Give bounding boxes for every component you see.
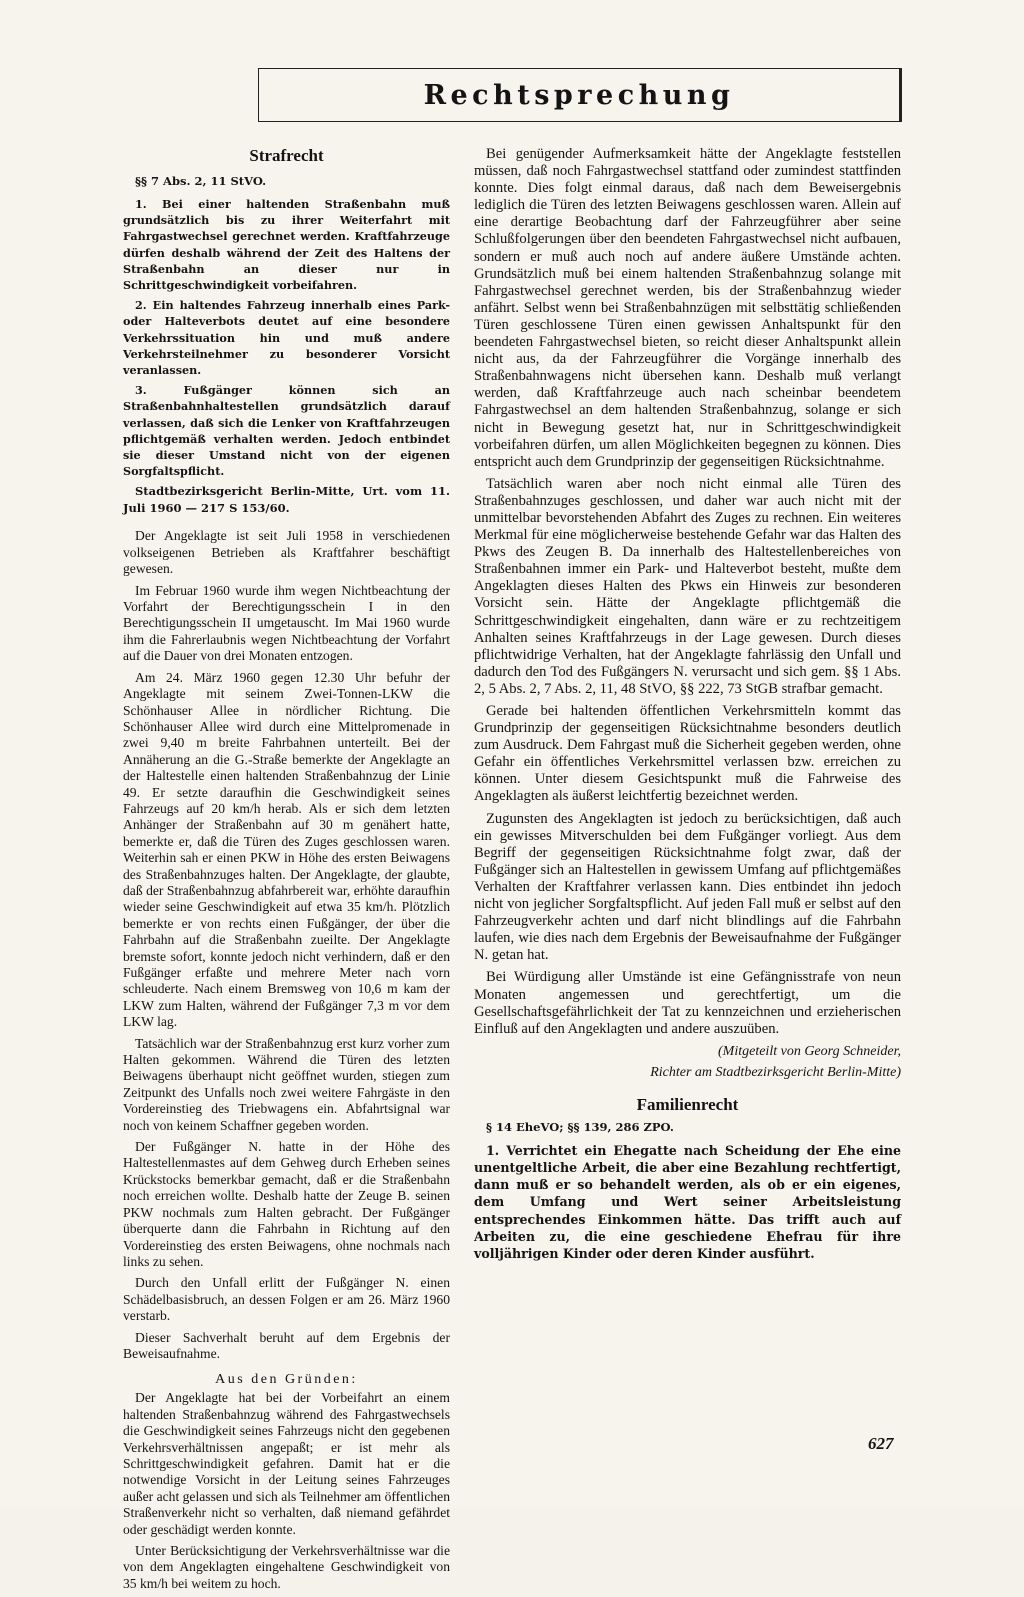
reasons-heading: Aus den Gründen:	[215, 1372, 358, 1388]
court-decision-line: Stadtbezirksgericht Berlin-Mitte, Urt. vom 11. Juli 1960 — 217 S 153/60.	[123, 484, 450, 516]
facts-paragraph: Am 24. März 1960 gegen 12.30 Uhr befuhr der Angeklagte mit seinem Zwei-Tonnen-LKW die Schönhauser Allee in nördlicher Richtung. Die Schönhauser Allee wird durch eine Mittelpromenade in zwei 9,40 m breite Fahrbahnen unterteilt. Bei der Annäherung an die G.-Straße bemerkte der Angeklagte an der Haltestelle einen haltenden Straßenbahnzug der Linie 49. Er setzte daraufhin die Geschwindigkeit seines Fahrzeugs auf 20 km/h herab. Als er sich dem letzten Anhänger der Straßenbahn auf 30 m genähert hatte, bemerkte er, daß die Türen des Zuges geschlossen waren. Weiterhin sah er einen PKW in Höhe des ersten Beiwagens des Straßenbahnzuges halten. Der Angeklagte, der glaubte, daß der Straßenbahnzug abfahrbereit war, erhöhte daraufhin wieder seine Geschwindigkeit auf etwa 35 km/h. Plötzlich bemerkte er von rechts einen Fußgänger, der über die Fahrbahn auf die Straßenbahn zueilte. Der Angeklagte bremste sofort, konnte jedoch nicht verhindern, daß er den Fußgänger erfaßte und mehrere Meter nach vorn schleuderte. Nach einem Bremsweg von 10,6 m kam der LKW zum Halten, während der Fußgänger 7,3 m vor dem LKW lag.	[123, 669, 450, 1030]
page-number: 627	[868, 1434, 894, 1453]
section-header-box	[258, 68, 902, 122]
leitsatz-2: 2. Ein haltendes Fahrzeug innerhalb eines Park- oder Halteverbots deutet auf eine besondere Verkehrssituation hin und muß andere Verkehrsteilnehmer zu besonderer Vorsicht veranlassen.	[123, 298, 450, 378]
right-column	[474, 146, 901, 1266]
facts-paragraph: Im Februar 1960 wurde ihm wegen Nichtbeachtung der Vorfahrt der Berechtigungsschein I in den Berechtigungsschein II umgetauscht. Im Mai 1960 wurde ihm die Fahrerlaubnis wegen Nichtbeachtung der Vorfahrt auf die Dauer von drei Monaten entzogen.	[123, 582, 450, 664]
statute-reference: §§ 7 Abs. 2, 11 StVO.	[135, 174, 267, 188]
leitsatz-familienrecht: 1. Verrichtet ein Ehegatte nach Scheidung der Ehe eine unentgeltliche Arbeit, die aber eine Bezahlung rechtfertigt, dann muß er so behandelt werden, als ob er ein eigenes, dem Umfang und Wert seiner Arbeitsleistung entsprechendes Einkommen hätte. Das trifft auch auf Arbeiten zu, die eine geschiedene Ehefrau für ihre volljährigen Kinder oder deren Kinder ausführt.	[474, 1142, 901, 1261]
facts-paragraph: Der Angeklagte ist seit Juli 1958 in verschiedenen volkseigenen Betrieben als Kraftfahrer beschäftigt gewesen.	[123, 528, 450, 577]
reasons-paragraph: Bei Würdigung aller Umstände ist eine Gefängnisstrafe von neun Monaten angemessen und gerechtfertigt, um die Gesellschaftsgefährlichkeit der Tat zu kennzeichnen und erzieherischen Einfluß auf den Angeklagten und andere auszuüben.	[474, 969, 901, 1037]
facts-paragraph: Durch den Unfall erlitt der Fußgänger N. einen Schädelbasisbruch, an dessen Folgen er am 26. März 1960 verstarb.	[123, 1275, 450, 1324]
facts-paragraph: Dieser Sachverhalt beruht auf dem Ergebnis der Beweisaufnahme.	[123, 1329, 450, 1361]
statute-reference: § 14 EheVO; §§ 139, 286 ZPO.	[486, 1119, 674, 1134]
reasons-paragraph: Zugunsten des Angeklagten ist jedoch zu berücksichtigen, daß auch ein gewisses Mitverschulden bei dem Fußgänger vorliegt. Aus dem Begriff der gegenseitigen Rücksichtnahme folgt zwar, daß der Fußgänger sich an Haltestellen in gewissem Umfang auf pflichtgemäßes Verhalten der Kraftfahrer verlassen kann. Dies entbindet ihn jedoch nicht von jeglicher Sorgfaltspflicht. Auf jeden Fall muß er selbst auf den Fahrzeugverkehr achten und darf nicht blindlings auf die Fahrbahn laufen, wie dies nach dem Ergebnis der Beweisaufnahme der Fußgänger N. getan hat.	[474, 810, 901, 964]
leitsatz-1: 1. Bei einer haltenden Straßenbahn muß grundsätzlich bis zu ihrer Weiterfahrt mit Fahrgastwechsel gerechnet werden. Kraftfahrzeuge dürfen deshalb während der Zeit des Haltens der Straßenbahn an dieser nur in Schrittgeschwindigkeit vorbeifahren.	[123, 197, 450, 293]
section-header-title: Rechtsprechung	[423, 79, 735, 111]
reasons-paragraph: Bei genügender Aufmerksamkeit hätte der Angeklagte feststellen müssen, daß noch Fahrgastwechsel stattfand oder zumindest stattfinden konnte. Dies folgt einmal daraus, daß nach dem Beweisergebnis lediglich die Türen des letzten Beiwagens geschlossen waren. Allein auf eine derartige Beobachtung darf der Fahrzeugführer aber seine Schlußfolgerungen über den beendeten Fahrgastwechsel nicht aufbauen, sondern er muß auch noch auf andere äußere Umstände achten. Grundsätzlich muß bei einem haltenden Straßenbahnzug solange mit Fahrgastwechsel gerechnet werden, bis der Straßenbahnzug wieder anfährt. Selbst wenn bei Straßenbahnzügen mit selbsttätig schließenden Türen geschlossene Türen einen gewissen Anhaltspunkt für den beendeten Fahrgastwechsel bieten, so reicht dieser Anhaltspunkt allein nicht aus, da der Fahrzeugführer die Vorgänge innerhalb des Straßenbahnwagens nicht übersehen kann. Deshalb muß verlangt werden, daß Kraftfahrzeuge auch nach scheinbar beendetem Fahrgastwechsel an dem haltenden Straßenbahnzug, solange er sich nicht in Bewegung gesetzt hat, nur in Schrittgeschwindigkeit vorbeifahren dürfen, um allen Möglichkeiten begegnen zu können. Dies entspricht auch dem Grundprinzip der gegenseitigen Rücksichtnahme.	[474, 146, 901, 470]
citation-line: Richter am Stadtbezirksgericht Berlin-Mitte)	[650, 1064, 901, 1080]
leitsatz-3: 3. Fußgänger können sich an Straßenbahnhaltestellen grundsätzlich darauf verlassen, daß sich die Lenker von Kraftfahrzeugen pflichtgemäß verhalten werden. Jedoch entbindet sie dieser Umstand nicht von der eigenen Sorgfaltspflicht.	[123, 383, 450, 479]
citation-line: (Mitgeteilt von Georg Schneider,	[718, 1043, 901, 1059]
reasons-paragraph: Der Angeklagte hat bei der Vorbeifahrt an einem haltenden Straßenbahnzug während des Fahrgastwechsels die Geschwindigkeit seines Fahrzeugs nicht den gegebenen Verkehrsverhältnissen angepaßt; er ist mehr als Schrittgeschwindigkeit gefahren. Damit hat er die notwendige Vorsicht in der Leitung seines Fahrzeuges außer acht gelassen und sich als Teilnehmer am öffentlichen Straßenverkehr nicht so verhalten, daß niemand gefährdet oder geschädigt werden konnte.	[123, 1390, 450, 1537]
left-column	[123, 146, 450, 1597]
reasons-paragraph: Gerade bei haltenden öffentlichen Verkehrsmitteln kommt das Grundprinzip der gegenseitigen Rücksichtnahme besonders deutlich zum Ausdruck. Dem Fahrgast muß die Sicherheit gegeben werden, ohne Gefahr ein öffentliches Verkehrsmittel verlassen bzw. erreichen zu können. Unter diesem Gesichtspunkt muß die Fahrweise des Angeklagten als äußerst leichtfertig bezeichnet werden.	[474, 703, 901, 805]
reasons-paragraph: Tatsächlich waren aber noch nicht einmal alle Türen des Straßenbahnzuges geschlossen, und daher war auch nicht mit der unmittelbar bevorstehenden Abfahrt des Zuges zu rechnen. Ein weiteres Merkmal für eine möglicherweise bestehende Gefahr war das Halten des Pkws des Zeugen B. Da innerhalb des Haltestellenbereiches von Straßenbahnen immer ein Park- und Halteverbot besteht, mußte dem Angeklagten dieses Halten des Pkws ein Hinweis zur besonderen Vorsicht sein. Hätte der Angeklagte pflichtgemäß die Schrittgeschwindigkeit eingehalten, dann wäre er zu rechtzeitigem Anhalten seines Kraftfahrzeugs in der Lage gewesen. Durch dieses pflichtwidrige Verhalten, hat der Angeklagte fahrlässig den Unfall und dadurch den Tod des Fußgängers N. verursacht und sich gem. §§ 1 Abs. 2, 5 Abs. 2, 7 Abs. 2, 11, 48 StVO, §§ 222, 73 StGB strafbar gemacht.	[474, 475, 901, 697]
facts-paragraph: Der Fußgänger N. hatte in der Höhe des Haltestellenmastes auf dem Gehweg durch Erheben seines Krückstocks bemerkbar gemacht, daß er die Straßenbahn noch erreichen wollte. Deshalb hatte der Zeuge B. seinen PKW nochmals zum Halten gebracht. Der Fußgänger überquerte dann die Fahrbahn in Richtung auf den Vordereinstieg des ersten Beiwagens, ohne nochmals nach links zu sehen.	[123, 1139, 450, 1269]
reasons-paragraph: Unter Berücksichtigung der Verkehrsverhältnisse war die von dem Angeklagten eingehaltene Geschwindigkeit von 35 km/h bei weitem zu hoch.	[123, 1543, 450, 1591]
section-heading-strafrecht: Strafrecht	[249, 146, 324, 165]
section-heading-familienrecht: Familienrecht	[636, 1094, 739, 1114]
facts-paragraph: Tatsächlich war der Straßenbahnzug erst kurz vorher zum Halten gekommen. Während die Türen des letzten Beiwagens überhaupt nicht geöffnet wurden, stiegen zum Zeitpunkt des Unfalls noch zwei weitere Fahrgäste in den Vordereinstieg des Triebwagens ein. Abfahrtsignal war noch von keinem Schaffner gegeben worden.	[123, 1035, 450, 1133]
